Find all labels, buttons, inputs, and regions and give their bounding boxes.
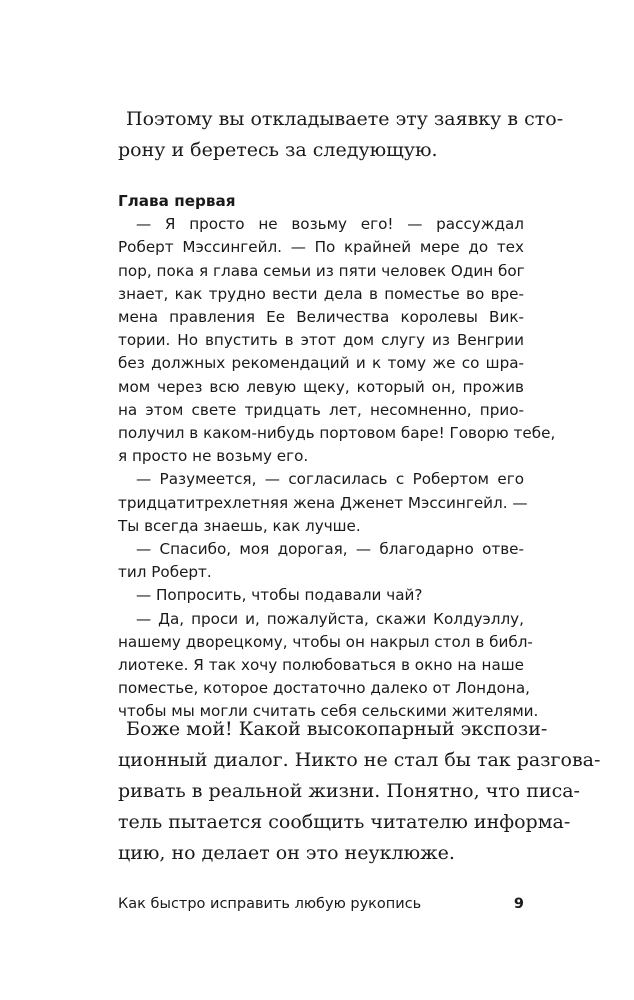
commentary-line: Боже мой! Какой высокопарный экспози- [126, 718, 548, 740]
intro-line: Поэтому вы откладываете эту заявку в сто- [126, 108, 564, 130]
chapter-heading: Глава первая [118, 192, 236, 210]
quote-line: чтобы мы могли считать себя сельскими жителями. [118, 702, 539, 721]
quoted-manuscript-excerpt [118, 190, 556, 724]
quote-line: мена правления Ее Величества королевы Вик- [118, 308, 524, 327]
quote-line: знает, как трудно вести дела в поместье во вре- [118, 284, 524, 303]
quote-line: — Да, проси и, пожалуйста, скажи Колдуэллу, [136, 609, 524, 628]
page-footer [118, 896, 524, 918]
quote-line: пор, пока я глава семьи из пяти человек Один бог [118, 261, 525, 280]
quote-line: тории. Но впустить в этот дом слугу из Венгрии [118, 331, 524, 350]
quote-line: — Разумеется, — согласилась с Робертом его [136, 470, 524, 489]
quote-line: Роберт Мэссингейл. — По крайней мере до тех [118, 238, 524, 257]
commentary-line: тель пытается сообщить читателю информа- [118, 811, 571, 833]
commentary-line: цию, но делает он это неуклюже. [118, 842, 455, 864]
quote-line: поместье, которое достаточно далеко от Лондона, [118, 679, 530, 698]
quote-line: лиотеке. Я так хочу полюбоваться в окно на наше [118, 656, 524, 675]
quote-line: нашему дворецкому, чтобы он накрыл стол в библ- [118, 632, 533, 651]
quote-line: тридцатитрехлетняя жена Дженет Мэссингейл. — [118, 493, 528, 512]
quote-line: мом через всю левую щеку, который он, прожив [118, 377, 524, 396]
quote-line: Ты всегда знаешь, как лучше. [118, 516, 361, 535]
page-number: 9 [513, 896, 524, 912]
quote-line: получил в каком-нибудь портовом баре! Говорю тебе, [118, 424, 556, 443]
quote-line: — Попросить, чтобы подавали чай? [136, 586, 423, 605]
quote-line: тил Роберт. [118, 563, 212, 582]
quote-line: — Я просто не возьму его! — рассуждал [136, 215, 524, 234]
quote-line: без должных рекомендаций и к тому же со шра- [118, 354, 524, 373]
intro-paragraph [118, 104, 564, 166]
intro-line: рону и беретесь за следующую. [118, 139, 438, 161]
commentary-paragraph [118, 714, 601, 869]
running-footer-title: Как быстро исправить любую рукопись [118, 896, 422, 912]
commentary-line: ционный диалог. Никто не стал бы так разгова- [118, 749, 601, 771]
quote-line: на этом свете тридцать лет, несомненно, прио- [118, 400, 524, 419]
quote-line: я просто не возьму его. [118, 447, 309, 466]
quote-line: — Спасибо, моя дорогая, — благодарно отве- [136, 540, 524, 559]
commentary-line: ривать в реальной жизни. Понятно, что писа- [118, 780, 580, 802]
